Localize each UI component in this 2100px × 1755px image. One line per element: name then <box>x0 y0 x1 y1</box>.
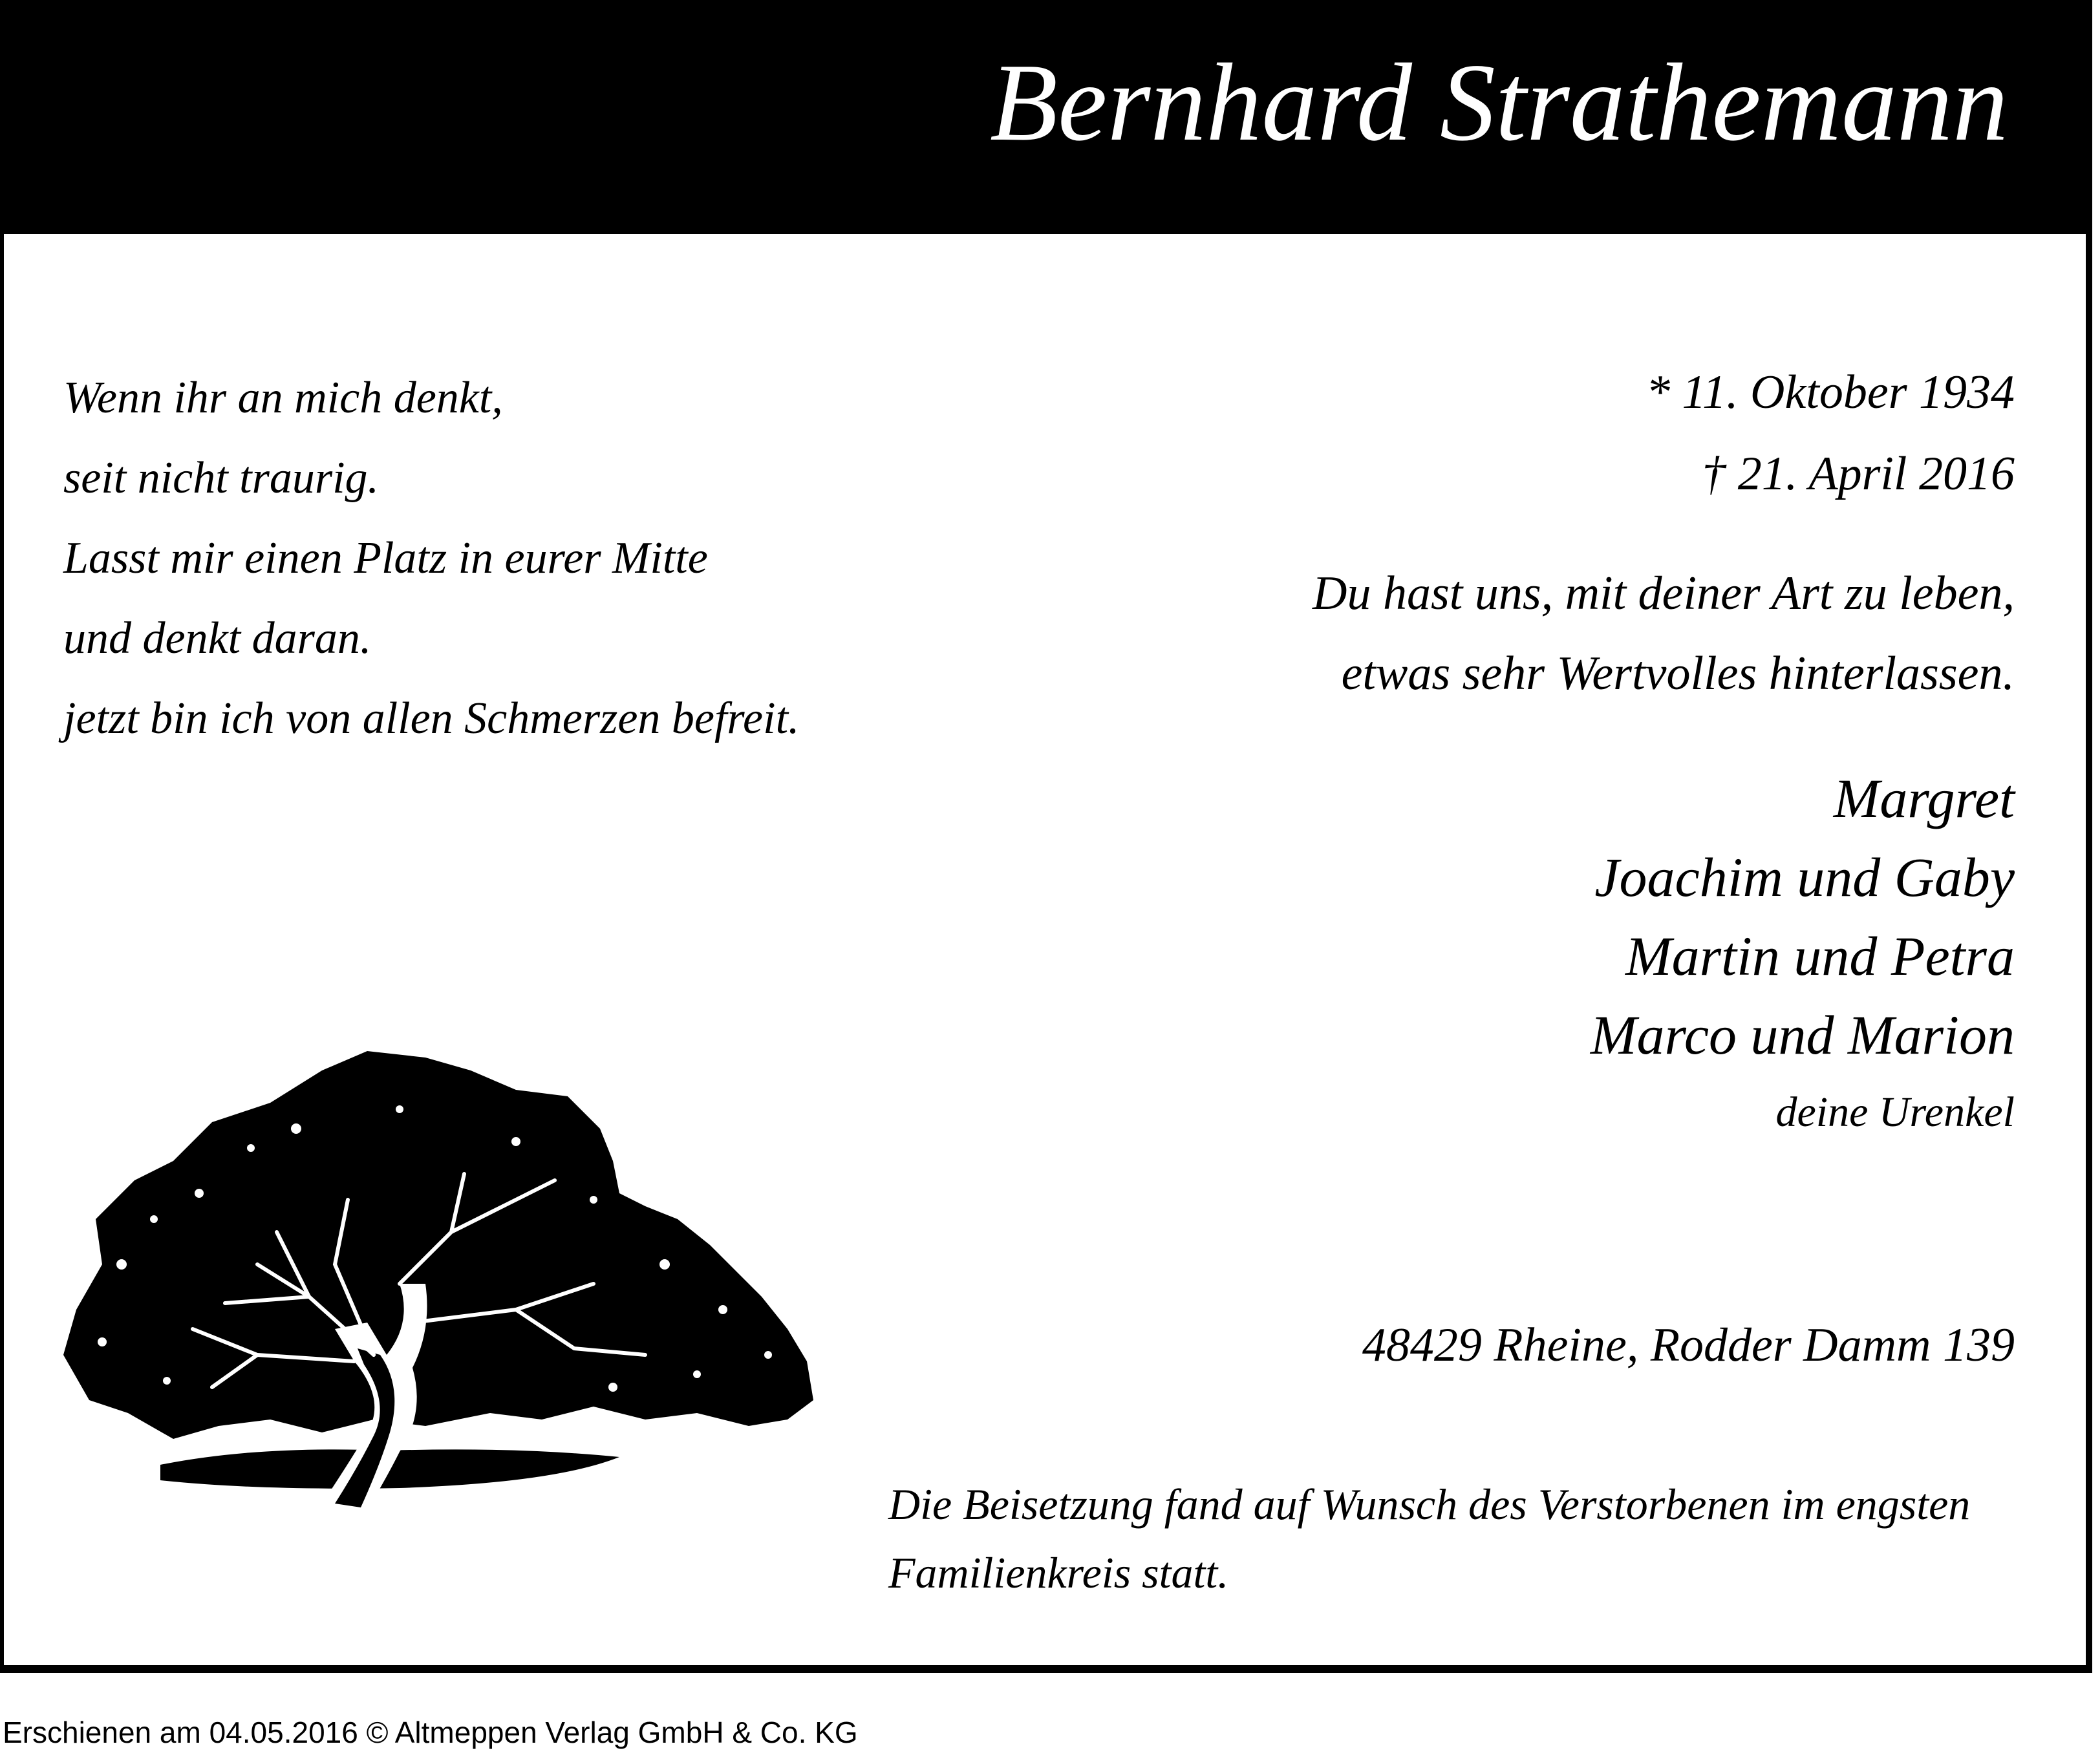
poem-line: jetzt bin ich von allen Schmerzen befreit. <box>63 694 800 743</box>
tree-illustration <box>63 1051 813 1529</box>
mourner-name: Joachim und Gaby <box>1594 846 2015 908</box>
mourners-list <box>1591 759 2015 1074</box>
burial-note: Die Beisetzung fand auf Wunsch des Verstorbenen im engsten Familienkreis statt. <box>888 1480 1971 1597</box>
life-dates <box>1646 352 2015 515</box>
death-date: † 21. April 2016 <box>1702 447 2015 500</box>
motto <box>1312 553 2015 714</box>
mourner-name: Martin und Petra <box>1625 925 2015 987</box>
address: 48429 Rheine, Rodder Damm 139 <box>1362 1319 2015 1372</box>
poem-line: und denkt daran. <box>63 613 372 663</box>
motto-line: etwas sehr Wertvolles hinterlassen. <box>1341 647 2015 700</box>
birth-date: * 11. Oktober 1934 <box>1646 366 2015 419</box>
poem-line: Lasst mir einen Platz in eurer Mitte <box>63 533 708 583</box>
urenkel-line: deine Urenkel <box>1775 1089 2015 1136</box>
publication-footer: Erschienen am 04.05.2016 © Altmeppen Verlag GmbH & Co. KG <box>3 1716 858 1749</box>
mourner-name: Margret <box>1833 767 2015 829</box>
poem <box>63 358 800 759</box>
motto-line: Du hast uns, mit deiner Art zu leben, <box>1312 567 2015 620</box>
deceased-name: Bernhard Strathemann <box>990 41 2008 164</box>
mourner-name: Marco und Marion <box>1590 1004 2015 1066</box>
header-band <box>4 4 2086 234</box>
poem-line: Wenn ihr an mich denkt, <box>63 373 503 423</box>
poem-line: seit nicht traurig. <box>63 453 380 503</box>
